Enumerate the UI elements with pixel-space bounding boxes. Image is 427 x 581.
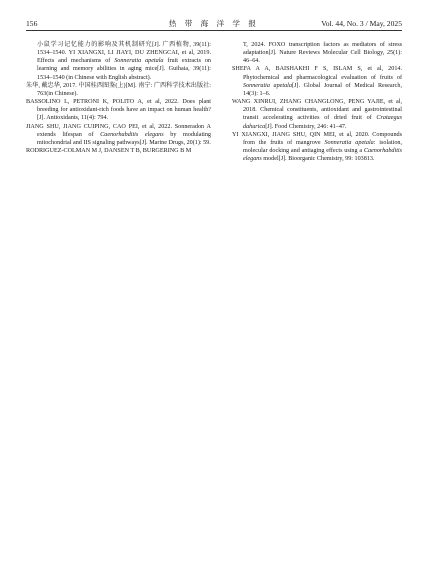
reference-text: by modulating mitochondrial and IIS signaling pathways[J]. Marine Drugs, 20(1): 59.: [37, 131, 212, 146]
reference-text: BASSOLINO L, PETRONI K, POLITO A, et al, 2022. Does plant breeding for antioxidant-rich foods have an impact on human health?[J]. Antioxidants, 11(4): 794.: [26, 99, 211, 122]
reference-entry: [232, 41, 402, 65]
reference-text: model[J]. Bioorganic Chemistry, 99: 103813.: [261, 156, 375, 163]
reference-entry: [26, 82, 211, 98]
reference-entry: [232, 131, 402, 164]
reference-entry: [232, 65, 402, 98]
reference-text: JIANG SHU, JIANG CUIPING, CAO PEI, et al, 2022. Sonneradon A extends lifespan of: [26, 123, 211, 138]
reference-text: T, 2024. FOXO transcription factors as mediators of stress adaptation[J]. Nature Reviews Molecular Cell Biology, 25(1): 46–64.: [243, 42, 402, 65]
species-name: Sonneratia apetala: [243, 82, 292, 89]
reference-entry: [26, 98, 211, 122]
reference-entry: [26, 123, 211, 147]
reference-entry: [26, 147, 211, 155]
species-name: Sonneratia apetala: [324, 139, 374, 146]
volume-info: Vol. 44, No. 3 / May, 2025: [321, 19, 402, 28]
reference-entry: [232, 98, 402, 131]
reference-text: [J]. Food Chemistry, 246: 41–47.: [265, 123, 347, 130]
reference-text: RODRIGUEZ-COLMAN M J, DANSEN T B, BURGERING B M: [26, 148, 192, 155]
reference-text: [J]. Global Journal of Medical Research, 14(3): 1–6.: [243, 82, 402, 97]
reference-text: : isolation, molecular docking and antiaging effects using a: [243, 139, 402, 155]
species-name: Caenorhabditis elegans: [243, 148, 402, 163]
page-number: 156: [26, 19, 38, 28]
reference-text: 小鼠学习记忆能力的影响及其机制研究[J]. 广西植物, 39(11): 1534–1540. YI XIANGXI, LI JIAYI, DU ZHENGCAI, et al, 2019. Effects and mechanisms of: [37, 42, 211, 65]
species-name: Crataegus dahurica: [243, 115, 402, 130]
reference-text: SHEFA A A, BAISHAKHI F S, ISLAM S, et al, 2014. Phytochemical and pharmacological evaluation of fruits of: [232, 66, 402, 81]
reference-text: 朱华, 戴忠华, 2017. 中国桂西图鉴(上)[M]. 南宁: 广西科学技术出版社: 763(in Chinese).: [26, 82, 211, 97]
species-name: Sonneratia apetala: [114, 58, 164, 65]
reference-column-right: [232, 41, 402, 163]
species-name: Caenorhabditis elegans: [100, 131, 164, 138]
reference-column-left: [26, 41, 211, 155]
reference-text: WANG XINRUI, ZHANG CHANGLONG, PENG YAJIE, et al, 2018. Chemical constituents, antioxidant and gastrointestinal transit accelerating activities of dried fruit of: [232, 99, 402, 122]
reference-entry: [26, 41, 211, 82]
reference-text: fruit extracts on learning and memory abilities in aging mice[J]. Guihaia, 39(11): 1534–1540 (in Chinese with English abstract).: [37, 58, 212, 81]
reference-text: YI XIANGXI, JIANG SHU, QIN MEI, et al, 2020. Compounds from the fruits of mangrove: [232, 131, 402, 146]
running-header: [26, 17, 402, 31]
journal-title: 热 带 海 洋 学 报: [168, 19, 260, 28]
